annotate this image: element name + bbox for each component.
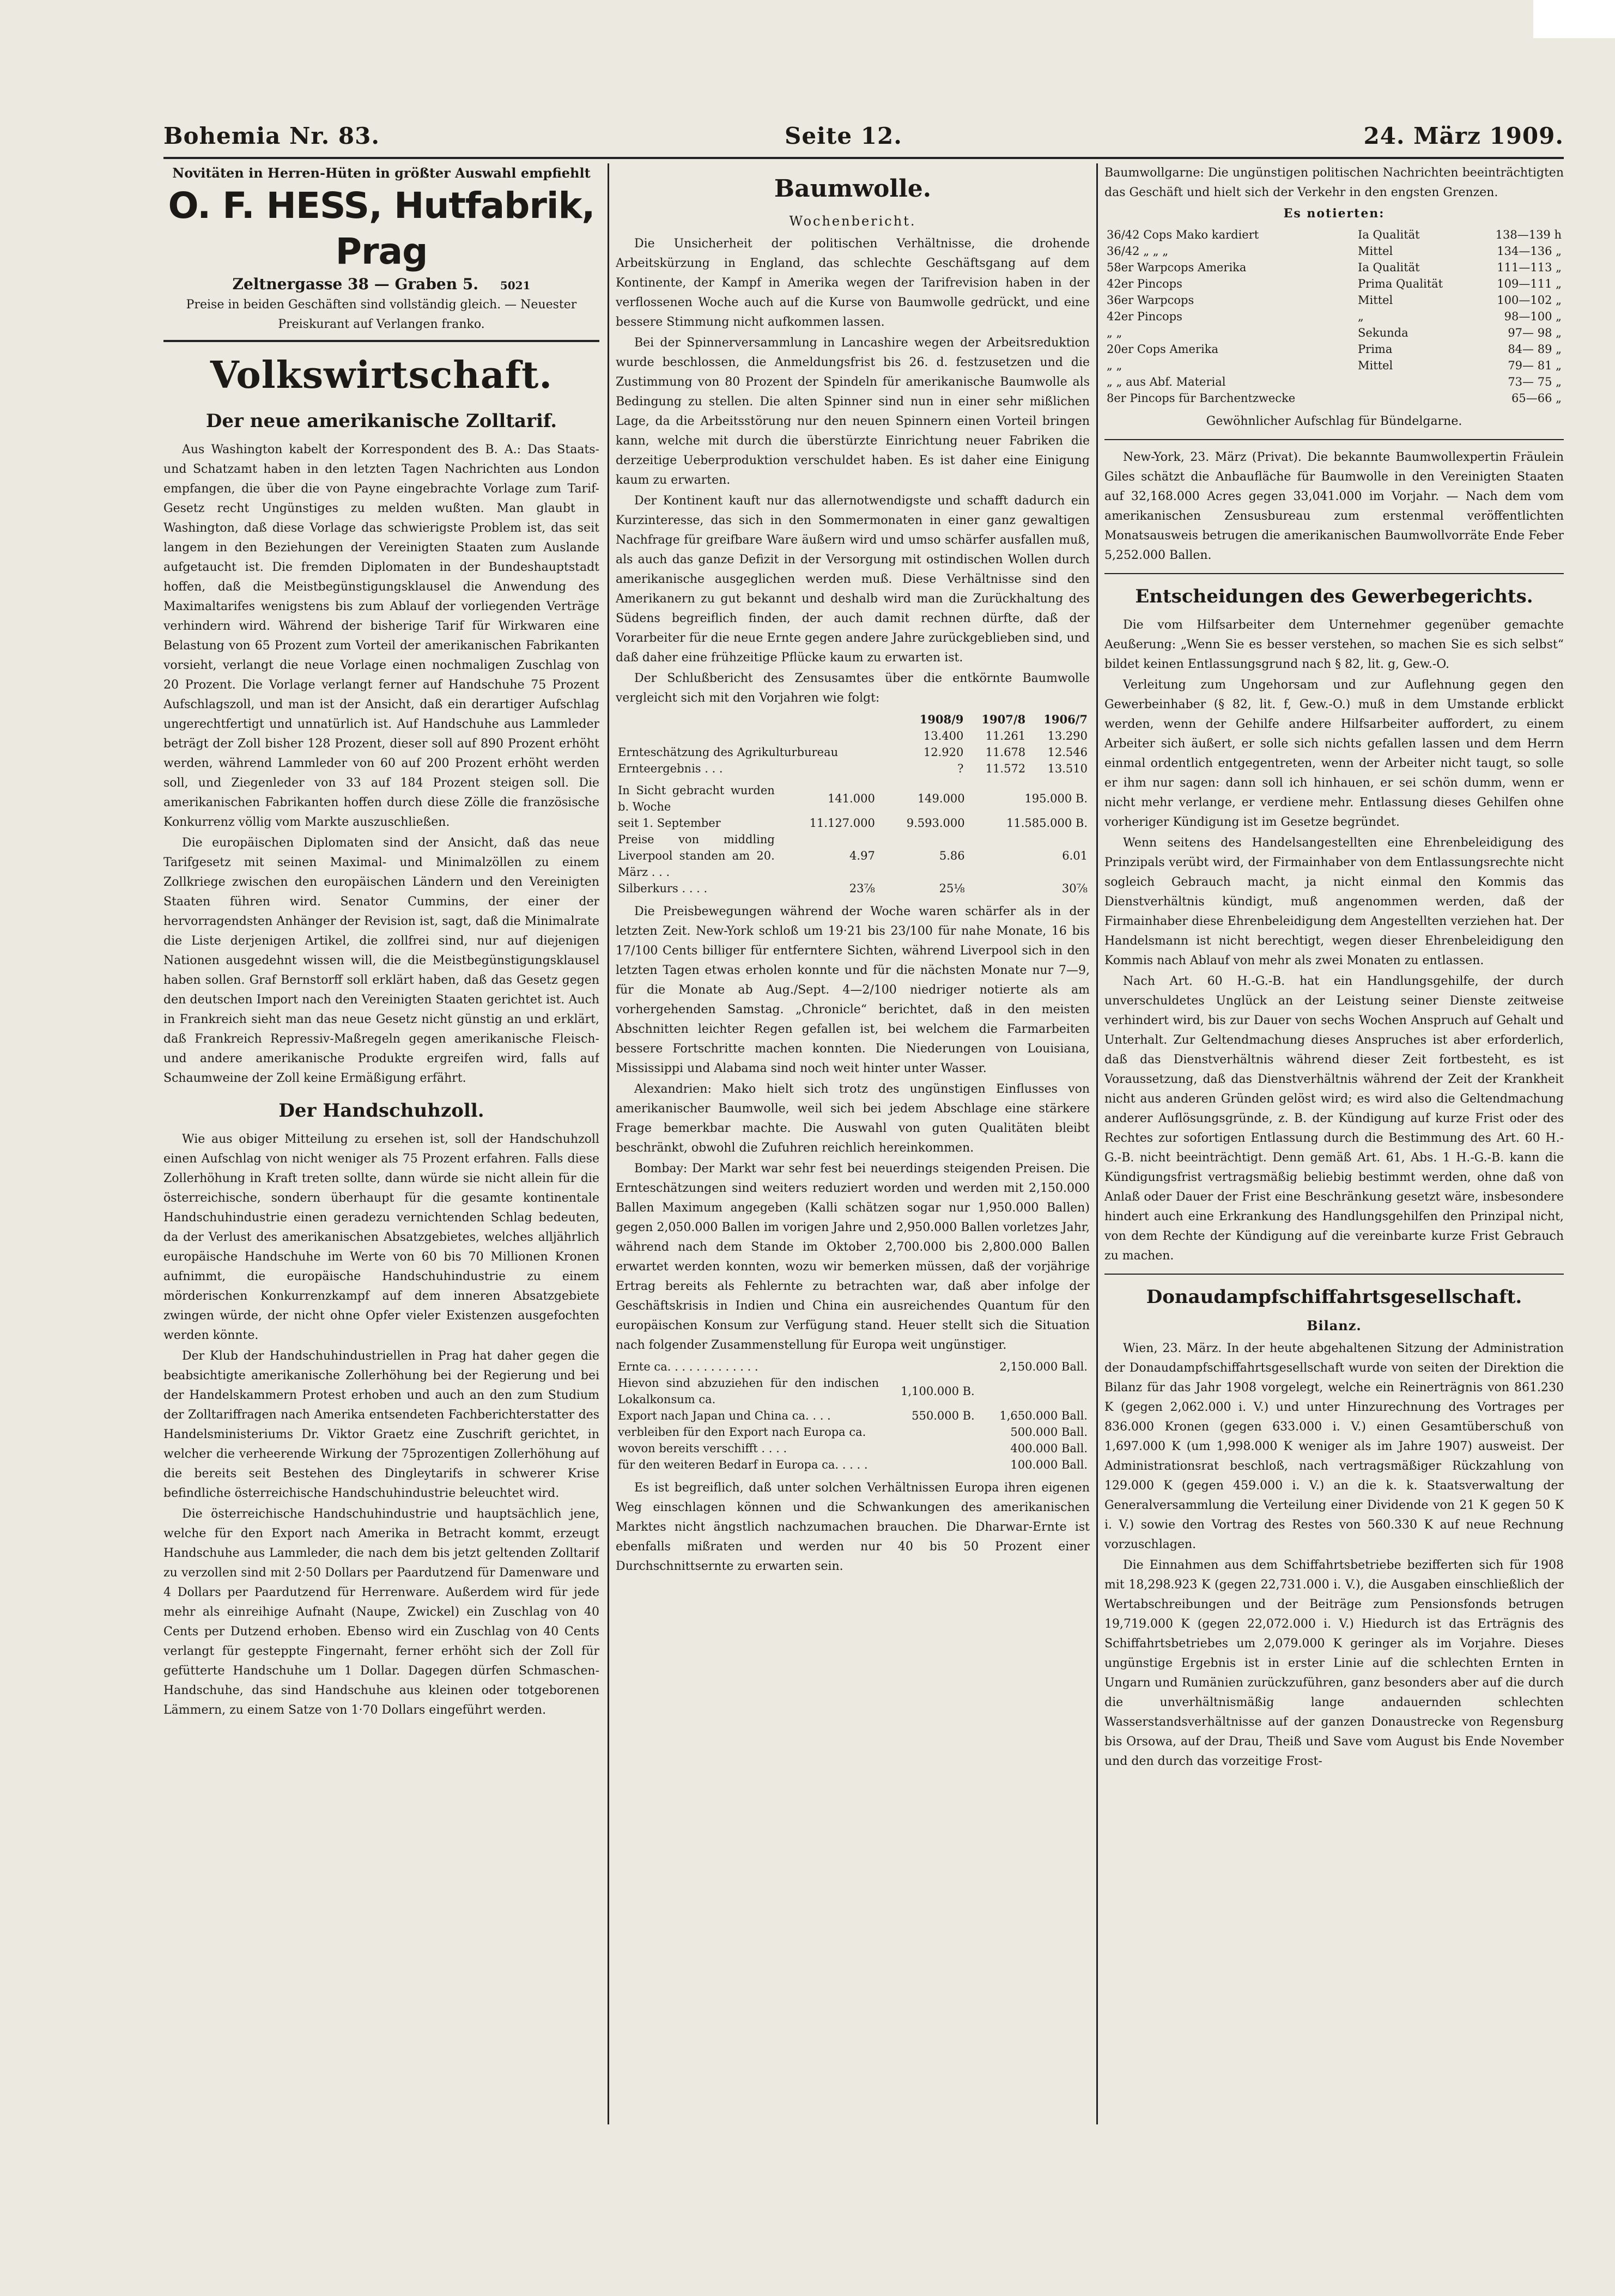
cell: 109—111 „ — [1497, 277, 1562, 290]
row-label: 58er Warpcops Amerika — [1107, 261, 1247, 274]
cell: 98—100 „ — [1504, 310, 1562, 323]
cell: 25⅛ — [939, 882, 965, 895]
article-paragraph: Wien, 23. März. In der heute abgehaltenen Sitzung der Administration der Donaudampfschiffahrtsgesellschaft wurde von seiten der Direktion die Bilanz für das Jahr 1908 vorgelegt, welche ein Reinerträgnis von 861.230 K (gegen 2,062.000 i. V.) und unter Hinzurechnung des Vortrages per 836.000 Kronen (gegen 633.000 i. V.) einen Gesamtüberschuß von 1,697.000 K (um 1,998.000 K weniger als im Jahre 1907) ausweist. Der Administrationsrat beschloß, nach vertragsmäßiger Rückzahlung von 129.000 K (gegen 459.000 i. V.) an die k. k. Staatsverwaltung der Generalversammlung die Verteilung einer Dividende von 21 K gegen 50 K i. V.) sowie den Vortrag des Restes von 560.330 K auf neue Rechnung vorzuschlagen. — [1104, 1342, 1564, 1551]
cell: 13.510 — [1047, 762, 1088, 775]
row-label: Ernte ca. . . . . . . . . . . . . — [618, 1360, 758, 1373]
table-row — [1104, 292, 1564, 308]
row-label: 42er Pincops — [1107, 277, 1182, 290]
article-paragraph: Der Kontinent kauft nur das allernotwendigste und schafft dadurch ein Kurzinteresse, das sich in den Sommermonaten in einer ganz gewaltigen Nachfrage für greifbare Ware äußern wird und umso schärfer ausfallen muß, als auch das ganze Defizit in der Versorgung mit ostindischen Wollen durch amerikanische ausgeglichen werden muß. Diese Verhältnisse sind den Amerikanern zu gut bekannt und deshalb wird man die Zurückhaltung des Südens begreiflich finden, der auch damit rechnen dürfte, daß der Vorarbeiter für die neue Ernte gegen andere Jahre zurückgeblieben sind, und daß daher eine frühzeitige Pflücke kaum zu erwarten ist. — [616, 494, 1090, 665]
cell: 4.97 — [849, 849, 875, 862]
prices-label: Es notierten: — [1283, 206, 1385, 221]
column-1 — [163, 163, 599, 2135]
cell: 500.000 Ball. — [1010, 1426, 1088, 1439]
table-row — [616, 880, 1090, 897]
row-label — [616, 728, 904, 744]
cell: 13.400 — [923, 729, 964, 742]
table-row — [1104, 341, 1564, 357]
yarn-price-table — [1104, 227, 1564, 406]
row-label: Preise von middling Liverpool standen am 20. März . . . — [618, 833, 775, 879]
cell: Ia Qualität — [1358, 261, 1420, 274]
article-paragraph: Wie aus obiger Mitteilung zu ersehen ist, soll der Handschuhzoll einen Aufschlag von nicht weniger als 75 Prozent erfahren. Falls diese Zollerhöhung in Kraft treten sollte, dann würde sie nicht allein für die österreichische, sondern überhaupt für die gesamte kontinentale Handschuhindustrie einen geradezu vernichtenden Schlag bedeuten, da der Verlust des amerikanischen Absatzgebietes, welches alljährlich europäische Handschuhe im Werte von 60 bis 70 Millionen Kronen aufnimmt, die europäische Handschuhindustrie zu einem mörderischen Konkurrenzkampf auf dem inneren Absatzgebiete zwingen würde, der nicht ohne Opfer vieler Existenzen ausgefochten werden könnte. — [163, 1132, 599, 1342]
table-row — [1104, 276, 1564, 292]
article-paragraph: Die Preisbewegungen während der Woche waren schärfer als in der letzten Zeit. New-York schloß um 19·21 bis 23/100 für nahe Monate, 16 bis 17/100 Cents billiger für entferntere Sichten, während Liverpool sich in den letzten Tagen etwas erholen konnte und für die nächsten Monate nur 7—9, für die Monate ab Aug./Sept. 4—2/100 niedriger notierte als am vorhergehenden Samstag. „Chronicle“ berichtet, daß in den meisten Abschnitten leichter Regen gefallen ist, bei welchem die Farmarbeiten bessere Fortschritte machen konnten. Die Niederungen von Louisiana, Mississippi und Alabama sind noch weit hinter unter Wasser. — [616, 905, 1090, 1075]
article-paragraph: Der Klub der Handschuhindustriellen in Prag hat daher gegen die beabsichtigte amerikanische Zollerhöhung bei der Regierung und bei der Handelskammern Protest erhoben und auch an den zum Studium der Zolltariffragen nach Amerika entsendeten Fachberichterstatter des Handelsministeriums Dr. Viktor Graetz eine Zuschrift gerichtet, in welcher die verheerende Wirkung der 75prozentigen Zollerhöhung auf die bereits seit Bestehen des Dingleytarifs in schwerer Krise befindliche österreichische Handschuhindustrie beleuchtet wird. — [163, 1349, 599, 1500]
cell — [1356, 374, 1472, 390]
row-label: Ernteergebnis . . . — [618, 762, 723, 775]
header-rule — [163, 157, 1564, 159]
ad-company-name: O. F. HESS, Hutfabrik, Prag — [168, 185, 595, 272]
row-label: „ „ — [1107, 359, 1122, 372]
cell: Ia Qualität — [1358, 228, 1420, 241]
article-paragraph: Die europäischen Diplomaten sind der Ansicht, daß das neue Tarifgesetz mit seinen Maximal- und Minimalzöllen zu einem Zollkriege zwischen den europäischen Ländern und den Vereinigten Staaten führen wird. Senator Cummins, der einer der hervorragendsten Anhänger der Revision ist, sagt, daß die Minimalrate die Liste derjenigen Artikel, die zollfrei sind, nur auf diejenigen Nationen ausgedehnt wissen will, die die Meistbegünstigungsklausel haben sollen. Graf Bernstorff soll erklärt haben, daß das Gesetz gegen den deutschen Import nach den Vereinigten Staaten gerichtet ist. Auch in Frankreich sieht man das neue Gesetz nicht günstig an und erklärt, daß Frankreich Repressiv-Maßregeln gegen amerikanische Fleisch- und andere amerikanische Produkte ergreifen wird, falls auf Schaumweine der Zoll keine Ermäßigung erfährt. — [163, 836, 599, 1085]
table-row — [1104, 259, 1564, 276]
cell: Sekunda — [1358, 326, 1408, 339]
cell: 138—139 h — [1495, 228, 1562, 241]
row-label: Hievon sind abzuziehen für den indischen Lokalkonsum ca. — [618, 1377, 879, 1406]
cell: 550.000 B. — [912, 1409, 975, 1422]
article-paragraph: Bombay: Der Markt war sehr fest bei neuerdings steigenden Preisen. Die Ernteschätzungen sind weiters reduziert worden und werden mit 2,150.000 Ballen Maximum angegeben (Kalli schätzen sogar nur 1,950.000 Ballen) gegen 2,050.000 Ballen im vorigen Jahre und 2,950.000 Ballen vorletzes Jahr, während nach dem Stande im Oktober 2,700.000 bis 2,800.000 Ballen erwartet werden konnten, wozu wir bemerken müssen, daß der vorjährige Ertrag bereits als Fehlernte zu betrachten war, daß aber infolge der Geschäftskrisis in Indien und China ein ausreichendes Quantum für den europäischen Konsum zur Verfügung stand. Heuer stellt sich die Situation nach folgender Zusammenstellung für Europa weit ungünstiger. — [616, 1162, 1090, 1352]
row-label: 36/42 Cops Mako kardiert — [1107, 228, 1259, 241]
cell: 2,150.000 Ball. — [999, 1360, 1088, 1373]
page-corner-fold — [1533, 0, 1615, 38]
row-label: 36er Warpcops — [1107, 294, 1194, 307]
cell: 134—136 „ — [1497, 245, 1562, 258]
cell — [881, 1359, 977, 1375]
issue-number: Bohemia Nr. 83. — [163, 123, 380, 149]
row-label: 8er Pincops für Barchentzwecke — [1107, 392, 1296, 405]
cell: 23⅞ — [849, 882, 875, 895]
bombay-table — [616, 1359, 1090, 1473]
cell: 11.572 — [985, 762, 1026, 775]
row-label: „ „ — [1107, 326, 1122, 339]
article-paragraph: Bei der Spinnerversammlung in Lancashire wegen der Arbeitsreduktion wurde beschlossen, die Anmeldungsfrist bis 26. d. festzusetzen und die Zustimmung von 80 Prozent der Spindeln für amerikanische Baumwolle als Bedingung zu stellen. Die alten Spinner sind nun in einer sehr mißlichen Lage, da die Arbeitsstörung nur den neuen Spinnern einen Vorteil bringen kann, welche mit durch die überstürzte Einrichtung neuer Fabriken die derzeitige Ueberproduktion verschuldet haben. Es ist daher eine Einigung kaum zu erwarten. — [616, 336, 1090, 487]
column-rule-1 — [608, 163, 609, 2124]
cell: 30⅞ — [1061, 882, 1088, 895]
table-row — [1104, 374, 1564, 390]
cell: 100—102 „ — [1497, 294, 1562, 307]
table-row — [616, 1457, 1090, 1473]
article-paragraph: Baumwollgarne: Die ungünstigen politischen Nachrichten beeinträchtigten das Geschäft und hielt sich der Verkehr in den engsten Grenzen. — [1104, 166, 1564, 199]
cell: Mittel — [1358, 294, 1393, 307]
ad-number: 5021 — [500, 279, 531, 292]
divider — [1104, 573, 1564, 574]
newyork-paragraph: New-York, 23. März (Privat). Die bekannte Baumwollexpertin Fräulein Giles schätzt die Anbaufläche für Baumwolle in den Vereinigten Staaten auf 32,168.000 Acres gegen 33,041.000 im Vorjahr. — Nach dem vom amerikanischen Zensusbureau zum erstenmal veröffentlichten Monatsausweis betrugen die amerikanischen Baumwollvorräte Ende Feber 5,252.000 Ballen. — [1104, 450, 1564, 562]
cell: 12.920 — [923, 746, 964, 759]
article-headline: Der Handschuhzoll. — [278, 1100, 484, 1122]
census-table — [616, 711, 1090, 777]
issue-date: 24. März 1909. — [1363, 123, 1564, 149]
baumwolle-title: Baumwolle. — [774, 175, 932, 203]
column-2 — [616, 163, 1090, 2135]
section-title: Volkswirtschaft. — [210, 354, 553, 397]
row-label: wovon bereits verschifft . . . . — [618, 1442, 787, 1455]
article-paragraph: Die österreichische Handschuhindustrie und hauptsächlich jene, welche für den Export nach Amerika in Betracht kommt, erzeugt Handschuhe aus Lammleder, die nach dem bis jetzt geltenden Zolltarif zu verzollen sind mit 2·50 Dollars per Paardutzend für Damenware und 4 Dollars per Paardutzend für Herrenware. Außerdem wird für jede mehr als einreihige Aufnaht (Naupe, Zwickel) ein Zuschlag von 40 Cents per Dutzend erhoben. Ebenso wird ein Zuschlag von 40 Cents verlangt für gesteppte Fingernaht, ferner erhöht sich der Zoll für gefütterte Handschuhe um 1 Dollar. Dagegen dürfen Schmaschen-Handschuhe, das sind Handschuhe aus kleinen oder totgeborenen Lämmern, zu einem Satze von 1·70 Dollars eingeführt werden. — [163, 1507, 599, 1717]
cell: Prima — [1358, 343, 1393, 356]
table-row — [616, 831, 1090, 880]
running-header — [163, 123, 1564, 155]
page-number: Seite 12. — [785, 123, 902, 149]
cell — [881, 1424, 977, 1440]
column-3 — [1104, 163, 1564, 2135]
table-row — [616, 744, 1090, 760]
article-paragraph: Verleitung zum Ungehorsam und zur Auflehnung gegen den Gewerbeinhaber (§ 82, lit. f, Gew.-O.) muß in dem Umstande erblickt werden, wenn der Gehilfe andere Hilfsarbeiter auffordert, zu einem Arbeiter sich äußert, er solle sich nichts gefallen lassen und dem Herrn einmal ordentlich entgegentreten, wenn der Arbeiter nicht taugt, so solle er ihm nur sagen: dann soll ich hinhauen, er sei schön dumm, wenn er nicht mehr verlange, er verdiene mehr. Entlassung dieses Gehilfen ohne vorheriger Kündigung ist im Gesetze begründet. — [1104, 678, 1564, 829]
cell — [881, 1457, 977, 1473]
cell — [1356, 390, 1472, 406]
article-paragraph: Die vom Hilfsarbeiter dem Unternehmer gegenüber gemachte Aeußerung: „Wenn Sie es besser verstehen, so machen Sie es sich selbst“ bildet keinen Entlassungsgrund nach § 82, lit. g, Gew.-O. — [1104, 618, 1564, 671]
table-row — [616, 782, 1090, 815]
table-row — [1104, 325, 1564, 341]
table-row — [616, 815, 1090, 831]
cell: 97— 98 „ — [1508, 326, 1562, 339]
article-paragraph: Die Unsicherheit der politischen Verhältnisse, die drohende Arbeitskürzung in England, das schlechte Geschäftsgang auf dem Kontinente, der Kampf in Amerika wegen der Tarifrevision haben in der verflossenen Woche auch auf die Kurse von Baumwolle gedrückt, und eine bessere Stimmung nicht aufkommen lassen. — [616, 237, 1090, 329]
year-header: 1907/8 — [981, 712, 1026, 726]
divider — [1104, 439, 1564, 440]
cell: 13.290 — [1047, 729, 1088, 742]
article-paragraph: Der Schlußbericht des Zensusamtes über die entkörnte Baumwolle vergleicht sich mit den Vorjahren wie folgt: — [616, 672, 1090, 705]
cell: 9.593.000 — [906, 817, 965, 830]
row-label: In Sicht gebracht wurden b. Woche — [618, 784, 775, 813]
cell: 195.000 B. — [1024, 792, 1088, 805]
row-label: für den weiteren Bedarf in Europa ca. . . . . — [618, 1458, 868, 1471]
donau-subtitle: Bilanz. — [1307, 1318, 1362, 1333]
prices-note: Gewöhnlicher Aufschlag für Bündelgarne. — [1206, 415, 1462, 428]
row-label: Export nach Japan und China ca. . . . — [618, 1409, 831, 1422]
article-paragraph: Alexandrien: Mako hielt sich trotz des ungünstigen Einflusses von amerikanischer Baumwolle, weil sich bei jedem Abschlage eine stärkere Frage bemerkbar machte. Die Auswahl von guten Qualitäten bleibt beschränkt, obwohl die Zufuhren reichlich hereinkommen. — [616, 1082, 1090, 1155]
table-row — [1104, 390, 1564, 406]
cell: 100.000 Ball. — [1010, 1458, 1088, 1471]
baumwolle-subtitle: Wochenbericht. — [789, 214, 916, 229]
cell: 65—66 „ — [1511, 392, 1562, 405]
ad-line-1: Novitäten in Herren-Hüten in größter Auswahl empfiehlt — [172, 165, 591, 181]
article-paragraph: Aus Washington kabelt der Korrespondent des B. A.: Das Staats- und Schatzamt haben in den letzten Tagen Nachrichten aus London empfangen, die über die von Payne eingebrachte Vorlage zum Tarif-Gesetz recht Ungünstiges zu melden wußten. Man glaubt in Washington, daß diese Vorlage das schwierigste Problem ist, das seit langem in den Beziehungen der Vereinigten Staaten zum Auslande aufgetaucht ist. Die fremden Diplomaten in der Bundeshauptstadt hoffen, daß die Meistbegünstigungsklausel die Anwendung des Maximaltarifes wenigstens bis zum Ablauf der vorliegenden Verträge verhindern wird. Während der bisherige Tarif für Wirkwaren eine Belastung von 65 Prozent zum Vorteil der amerikanischen Fabrikanten vorsieht, verlangt die neue Vorlage einen nochmaligen Zuschlag von 20 Prozent. Die Vorlage verlangt ferner auf Handschuhe 75 Prozent Aufschlagszoll, und man ist der Ansicht, daß ein derartiger Aufschlag ungerechtfertigt und unnatürlich ist. Auf Handschuhe aus Lammleder beträgt der Zoll bisher 128 Prozent, dieser soll auf 890 Prozent erhöht werden, während Lammleder von 60 auf 200 Prozent erhöht werden soll, und Ziegenleder von 33 auf 184 Prozent steigen soll. Die amerikanischen Fabrikanten hoffen durch diese Zölle die französische Konkurrenz völlig vom Markte auszuschließen. — [163, 443, 599, 829]
gewerbe-title: Entscheidungen des Gewerbegerichts. — [1135, 586, 1533, 607]
table-row — [616, 1375, 1090, 1408]
ad-address-line — [163, 275, 599, 295]
cell — [881, 1440, 977, 1457]
cell: 11.261 — [985, 729, 1026, 742]
table-row — [1104, 227, 1564, 243]
row-label: „ „ aus Abf. Material — [1107, 375, 1226, 388]
cell: 84— 89 „ — [1508, 343, 1562, 356]
divider — [1104, 1274, 1564, 1275]
cell: 11.585.000 B. — [1006, 817, 1088, 830]
table-row — [1104, 243, 1564, 259]
cell: 5.86 — [939, 849, 965, 862]
row-label: Ernteschätzung des Agrikulturbureau — [618, 746, 839, 759]
cell: Mittel — [1358, 359, 1393, 372]
article-paragraph: Nach Art. 60 H.-G.-B. hat ein Handlungsgehilfe, der durch unverschuldetes Unglück an der Leistung seiner Dienste zeitweise verhindert wird, bis zur Dauer von sechs Wochen Anspruch auf Gehalt und Unterhalt. Zur Geltendmachung dieses Anspruches ist aber erforderlich, daß das Dienstverhältnis während dieser Zeit fortbesteht, es ist Voraussetzung, daß das Dienstverhältnis während der Zeit der Krankheit nicht aus anderen Gründen gelöst wird; es wird also die Geltendmachung anderer Auflösungsgründe, z. B. der Kündigung auf kurze Frist oder des Rechtes zur sofortigen Entlassung durch die Bestimmung des Art. 60 H.-G.-B. nicht beeinträchtigt. Denn gemäß Art. 61, Abs. 1 H.-G.-B. kann die Kündigungsfrist vertragsmäßig beliebig bestimmt werden, ohne daß von Anlaß oder Dauer der Frist eine Beschränkung gesetzt wäre, insbesondere hindert auch eine Erkrankung des Handlungsgehilfen den Prinzipal nicht, von dem Rechte der Kündigung auf die vereinbarte kurze Frist Gebrauch zu machen. — [1104, 975, 1564, 1263]
row-label: 42er Pincops — [1107, 310, 1182, 323]
cell: 79— 81 „ — [1508, 359, 1562, 372]
supply-table — [616, 782, 1090, 897]
table-row — [616, 1359, 1090, 1375]
cell: „ — [1358, 310, 1364, 323]
year-header: 1908/9 — [919, 712, 964, 726]
cell: Mittel — [1358, 245, 1393, 258]
article-paragraph: Wenn seitens des Handelsangestellten eine Ehrenbeleidigung des Prinzipals verübt wird, der Firmainhaber von dem Entlassungsrechte nicht sogleich Gebrauch macht, ja nicht einmal den Kommis das Dienstverhältnis kündigt, muß angenommen werden, daß der Firmainhaber diese Ehrenbeleidigung dem Angestellten verziehen hat. Der Handelsmann ist nicht berechtigt, wegen dieser Ehrenbeleidigung den Kommis nach Ablauf von mehr als zwei Monaten zu entlassen. — [1104, 836, 1564, 967]
cell: ? — [957, 762, 964, 775]
ad-line-4: Preise in beiden Geschäften sind vollständig gleich. — Neuester Preiskurant auf Verlangen franko. — [186, 298, 577, 331]
table-row — [1104, 357, 1564, 374]
cell: 1,100.000 B. — [901, 1385, 975, 1398]
cell: 1,650.000 Ball. — [999, 1409, 1088, 1422]
hat-factory-ad — [163, 163, 599, 342]
table-row — [616, 1408, 1090, 1424]
cell: 11.678 — [985, 746, 1026, 759]
cell: 149.000 — [917, 792, 965, 805]
cell — [977, 1375, 1090, 1408]
article-headline: Der neue amerikanische Zolltarif. — [205, 410, 557, 432]
table-row — [616, 1424, 1090, 1440]
table-row — [616, 728, 1090, 744]
table-row — [616, 760, 1090, 777]
cell: 141.000 — [827, 792, 875, 805]
cell: Prima Qualität — [1358, 277, 1443, 290]
row-label: 36/42 „ „ „ — [1107, 245, 1169, 258]
row-label: Silberkurs . . . . — [618, 882, 708, 895]
year-header: 1906/7 — [1043, 712, 1088, 726]
table-row — [1104, 308, 1564, 325]
article-paragraph: Die Einnahmen aus dem Schiffahrtsbetriebe bezifferten sich für 1908 mit 18,298.923 K (gegen 22,731.000 i. V.), die Ausgaben einschließlich der Wertabschreibungen und der Beiträge zum Pensionsfonds betrugen 19,719.000 K (gegen 22,072.000 i. V.) Hiedurch ist das Erträgnis des Schiffahrtsbetriebes um 2,079.000 K geringer als im Vorjahre. Dieses ungünstige Ergebnis ist in erster Linie auf die schlechten Ernten in Ungarn und Rumänien zurückzuführen, ganz besonders aber auf die durch die unverhältnismäßig lange andauernden schlechten Wasserstandsverhältnisse auf der ganzen Donaustrecke von Regensburg bis Orsowa, auf der Drau, Theiß und Save vom August bis Ende November und den durch das vorzeitige Frost- — [1104, 1558, 1564, 1768]
ad-address: Zeltnergasse 38 — Graben 5. — [232, 275, 479, 293]
cell: 73— 75 „ — [1508, 375, 1562, 388]
row-label: seit 1. September — [618, 817, 721, 830]
cell: 400.000 Ball. — [1010, 1442, 1088, 1455]
cell: 12.546 — [1047, 746, 1088, 759]
row-label: verbleiben für den Export nach Europa ca. — [618, 1426, 866, 1439]
article-paragraph: Es ist begreiflich, daß unter solchen Verhältnissen Europa ihren eigenen Weg einschlagen können und die Schwankungen des amerikanischen Marktes nicht ängstlich nachzumachen brauchen. Die Dharwar-Ernte ist ebenfalls mißraten und werden nur 40 bis 50 Prozent einer Durchschnittsernte zu erwarten sein. — [616, 1481, 1090, 1573]
cell: 6.01 — [1062, 849, 1088, 862]
donau-title: Donaudampfschiffahrtsgesellschaft. — [1146, 1286, 1522, 1308]
row-label: 20er Cops Amerika — [1107, 343, 1218, 356]
table-row — [616, 1440, 1090, 1457]
column-rule-2 — [1096, 163, 1098, 2124]
cell: 11.127.000 — [809, 817, 875, 830]
cell: 111—113 „ — [1497, 261, 1562, 274]
